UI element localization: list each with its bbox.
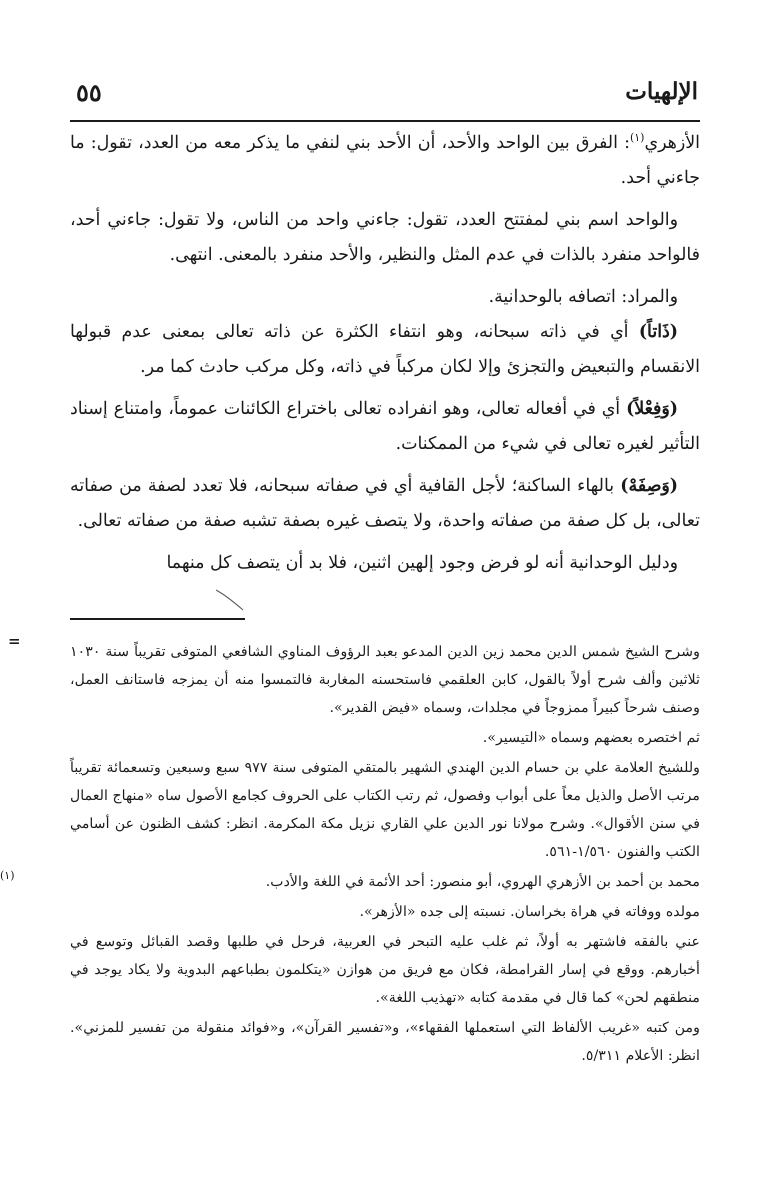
key-term: (ذَاتاً) <box>638 322 678 342</box>
footnote-reference: (١) <box>629 131 645 145</box>
page-title: الإلهيات <box>625 78 698 105</box>
footnote-1-paragraph: عني بالفقه فاشتهر به أولاً، ثم غلب عليه التبحر في العربية، فرحل في طلبها وقصد القبائل وتوسع في أخبارهم. ووقع في إسار القرامطة، فكان مع فريق من هوازن «يتكلمون بطباعهم البدوية ولا يكاد يوجد في منطقهم لحن» كما قال في مقدمة كتابه «تهذيب اللغة». <box>70 934 700 1006</box>
body-paragraph <box>70 126 700 196</box>
key-term: (وَصِفَهْ) <box>620 476 678 496</box>
body-paragraph <box>70 203 700 273</box>
body-paragraph <box>70 280 700 315</box>
book-page <box>0 70 700 1072</box>
footnote-continued-paragraph: ثم اختصره بعضهم وسماه «التيسير». <box>482 730 700 746</box>
footnote-rule <box>70 618 245 620</box>
body-text: أي في ذاته سبحانه، وهو انتفاء الكثرة عن ذاته تعالى بمعنى عدم قبولها الانقسام والتبعيض والتجزئ وإلا لكان مركباً في ذاته، وكل مركب حادث كما مر. <box>70 322 700 377</box>
separator-flourish-icon <box>215 588 245 612</box>
footnote-1-paragraph: ومن كتبه «غريب الألفاظ التي استعملها الفقهاء»، و«تفسير القرآن»، و«فوائد منقولة من تفسير للمزني». انظر: الأعلام ٥/٣١١. <box>70 1020 700 1064</box>
body-text: الأزهري <box>644 133 700 153</box>
body-text: أي في أفعاله تعالى، وهو انفراده تعالى باختراع الكائنات عموماً، وامتناع إسناد التأثير لغيره تعالى في شيء من الممكنات. <box>70 399 700 454</box>
footnote-1 <box>0 868 700 1070</box>
footnote-continued-paragraph: وللشيخ العلامة علي بن حسام الدين الهندي الشهير بالمتقي المتوفى سنة ٩٧٧ سبع وسبعين وتسعمائة تقريباً مرتب الأصل والذيل معاً على أبواب وفصول، ثم رتب الكتاب على الحروف كجامع الأصول ساه «منهاج العمال في سنن الأقوال». وشرح مولانا نور الدين علي القاري نزيل مكة المكرمة. انظر: كشف الظنون عن أسامي الكتب والفنون ١/٥٦٠-٥٦١. <box>70 760 700 860</box>
body-paragraph <box>70 469 700 539</box>
body-text: والمراد: اتصافه بالوحدانية. <box>488 287 678 307</box>
body-paragraph <box>70 546 700 581</box>
main-text <box>70 126 700 581</box>
body-text: بالهاء الساكنة؛ لأجل القافية أي في صفاته سبحانه، فلا تعدد لصفة من صفاته تعالى، بل كل صفة من صفاته واحدة، ولا يتصف غيره بصفة تشبه صفة من صفاته تعالى. <box>70 476 700 531</box>
body-text: ودليل الوحدانية أنه لو فرض وجود إلهين اثنين، فلا بد أن يتصف كل منهما <box>166 553 678 573</box>
body-paragraph <box>70 315 700 385</box>
page-number: ٥٥ <box>76 78 102 107</box>
footnote-1-paragraph: مولده ووفاته في هراة بخراسان. نسبته إلى جده «الأزهر». <box>359 904 700 920</box>
key-term: (وَفِعْلاً) <box>626 399 678 419</box>
body-paragraph <box>70 392 700 462</box>
footnotes <box>0 638 700 1070</box>
footnote-1-paragraph: محمد بن أحمد بن الأزهري الهروي، أبو منصور: أحد الأئمة في اللغة والأدب. <box>265 874 700 890</box>
footnote-continued-paragraph: وشرح الشيخ شمس الدين محمد زين الدين المدعو بعبد الرؤوف المناوي الشافعي المتوفى تقريباً سنة ١٠٣٠ ثلاثين وألف شرح أولاً بالقول، كابن العلقمي فاستحسنه المغاربة فالتمسوا منه أن يمزجه فاستانف العمل، وصنف شرحاً كبيراً ممزوجاً في مجلدات، وسماه «فيض القدير». <box>70 644 700 716</box>
footnote-separator <box>8 588 700 650</box>
footnote-continuation-mark: = <box>8 632 21 650</box>
page-header <box>70 70 700 122</box>
footnote-1-number: (١) <box>0 869 15 882</box>
body-text: : الفرق بين الواحد والأحد، أن الأحد بني لنفي ما يذكر معه من العدد، تقول: ما جاءني أحد. <box>70 133 700 188</box>
body-text: والواحد اسم بني لمفتتح العدد، تقول: جاءني واحد من الناس، ولا تقول: جاءني أحد، فالواحد منفرد بالذات في عدم المثل والنظير، والأحد منفرد بالمعنى. انتهى. <box>70 210 700 265</box>
